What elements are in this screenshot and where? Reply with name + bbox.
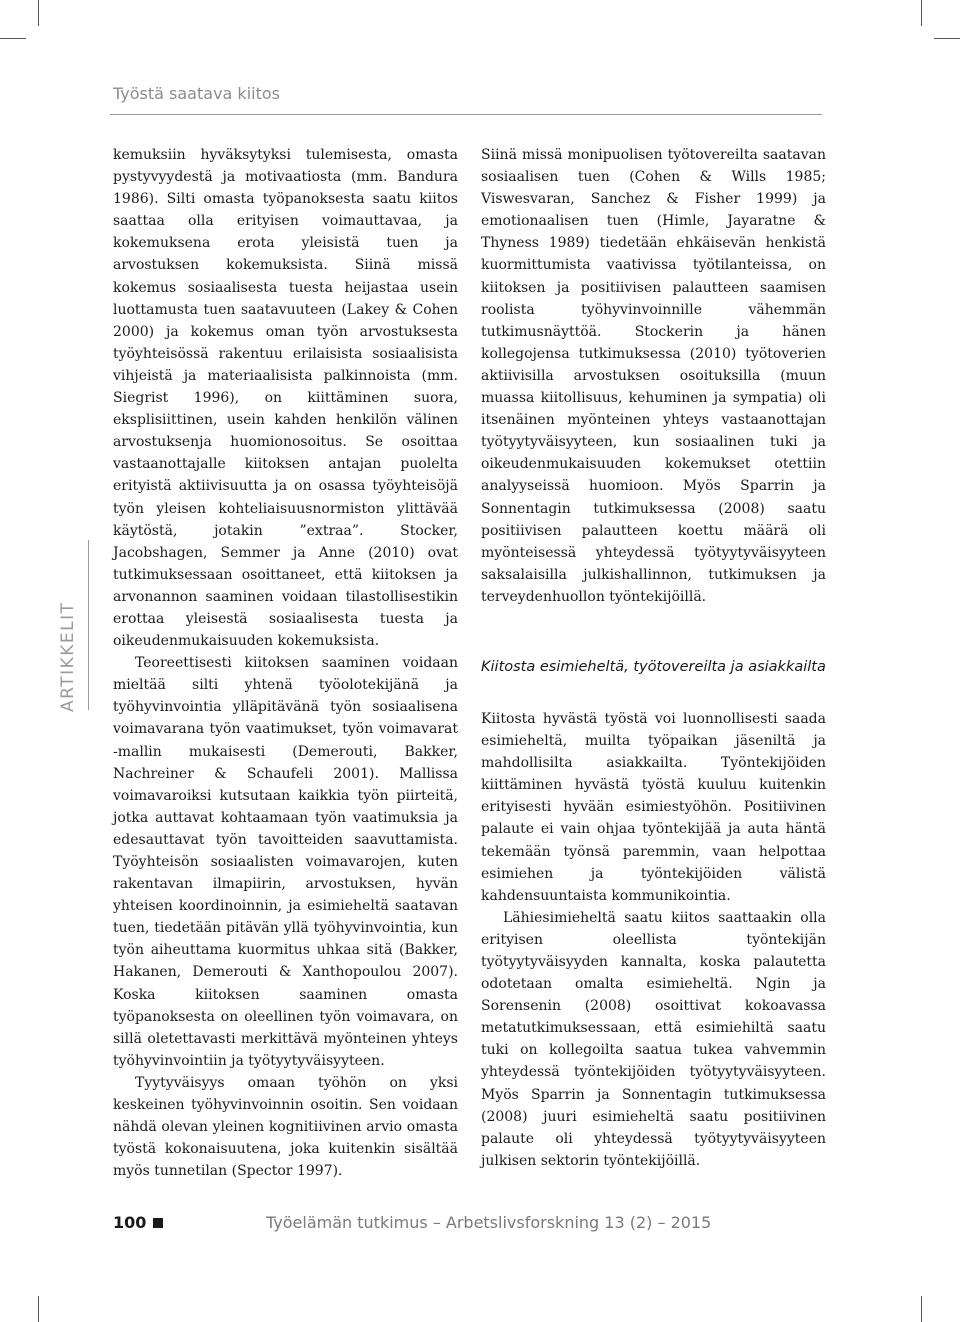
page-number: 100 [113,1213,147,1232]
paragraph: Siinä missä monipuolisen työtovereilta saatavan sosiaalisen tuen (Cohen & Wills 1985; Viswesvaran, Sanchez & Fisher 1999) ja emotionaalisen tuen (Himle, Jayaratne & Thyness 1989) tiedetään ehkäisevän henkistä kuormittumista vaativissa työtilanteissa, on kiitoksen ja positiivisen palautteen saamisen roolista työhyvinvoinnille vähemmän tutkimusnäyttöä. Stockerin ja hänen kollegojensa tutkimuksessa (2010) työtoverien aktiivisilla arvostuksen osoituksilla (muun muassa kiitollisuus, kehuminen ja sympatia) oli itsenäinen myönteinen yhteys vastaanottajan työtyytyväisyyteen, kun sosiaalinen tuki ja oikeudenmukaisuuden kokemukset otettiin analyyseissä huomioon. Myös Sparrin ja Sonnentagin tutkimuksessa (2008) saatu positiivisen palautteen koettu määrä oli myönteisessä yhteydessä työtyytyväisyyteen saksalaisilla julkishallinnon, tutkimuksen ja terveydenhuollon työntekijöillä. [481,147,826,605]
paragraph: kemuksiin hyväksytyksi tulemisesta, omasta pystyvyydestä ja motivaatiosta (mm. Bandura 1986). Silti omasta työpanoksesta saatu kiitos saattaa olla erityisen voimauttavaa, ja kokemuksena erota yleisistä tuen ja arvostuksen kokemuksista. Siinä missä kokemus sosiaalisesta tuesta heijastaa usein luottamusta tuen saatavuuteen (Lakey & Cohen 2000) ja kokemus oman työn arvostuksesta työyhteisössä rakentuu erilaisista sosiaalisista vihjeistä ja materiaalisista palkinnoista (mm. Siegrist 1996), on kiittäminen suora, eksplisiittinen, usein kahden henkilön välinen arvostuksenja huomionosoitus. Se osoittaa vastaanottajalle kiitoksen antajan puolelta erityistä aktiivisuutta ja on osassa työyhteisöjä työn yleisen kohteliaisuusnormiston ylittävää käytöstä, jotakin ”extraa”. Stocker, Jacobshagen, Semmer ja Anne (2010) ovat tutkimuksessaan osoittaneet, että kiitoksen ja arvonannon saaminen voidaan tilastollisestikin erottaa yleisestä sosiaalisesta tuesta ja oikeudenmukaisuuden kokemuksista. [113,147,458,650]
running-header: Työstä saatava kiitos [113,84,280,103]
crop-mark [921,1296,922,1322]
crop-mark [0,38,26,39]
crop-mark [934,38,960,39]
paragraph: Tyytyväisyys omaan työhön on yksi keskeinen työhyvinvoinnin osoitin. Sen voidaan nähdä olevan yleinen kognitiivinen arvio omasta työstä kokonaisuutena, joka kuitenkin sisältää myös tunnetilan (Spector 1997). [113,1074,458,1180]
paragraph: Kiitosta hyvästä työstä voi luonnollisesti saada esimieheltä, muilta työpaikan jäseniltä ja mahdollisilta asiakkailta. Työntekijöiden kiittäminen hyvästä työstä kuuluu kuitenkin erityisesti hyvään esimiestyöhön. Positiivinen palaute ei vain ohjaa työntekijää ja auta häntä tekemään työnsä paremmin, vaan helpottaa esimiehen ja työntekijöiden välistä kahdensuuntaista kommunikointia. [481,710,826,904]
left-column [113,144,458,1182]
paragraph: Lähiesimieheltä saatu kiitos saattaakin olla erityisen oleellista työntekijän työtyytyväisyyden kannalta, koska palautetta odotetaan omalta esimieheltä. Ngin ja Sorensenin (2008) osoittivat kokoavassa metatutkimuksessaan, että esimiehiltä saatu tuki on kollegoilta saatua tukea vahvemmin yhteydessä työntekijöiden työtyytyväisyyteen. Myös Sparrin ja Sonnentagin tutkimuksessa (2008) juuri esimieheltä saatu positiivinen palaute oli yhteydessä työtyytyväisyyteen julkisen sektorin työntekijöillä. [481,909,826,1169]
section-subheading: Kiitosta esimieheltä, työtovereilta ja asiakkailta [481,658,826,675]
journal-citation: Työelämän tutkimus – Arbetslivsforskning 13 (2) – 2015 [266,1213,712,1232]
right-column [481,144,826,1172]
side-divider [88,540,89,710]
crop-mark [38,0,39,26]
square-bullet-icon [153,1218,163,1228]
header-divider [110,114,822,115]
crop-mark [38,1296,39,1322]
section-side-label: ARTIKKELIT [58,601,78,712]
paragraph: Teoreettisesti kiitoksen saaminen voidaan mieltää silti yhtenä työolotekijänä ja työhyvinvointia ylläpitävänä työn sosiaalisena voimavarana työn vaatimukset, työn voimavarat -mallin mukaisesti (Demerouti, Bakker, Nachreiner & Schaufeli 2001). Mallissa voimavaroiksi kutsutaan kaikkia työn piirteitä, jotka auttavat kohtaamaan työn vaatimuksia ja edesauttavat työn tavoitteiden saavuttamista. Työyhteisön sosiaalisten voimavarojen, kuten rakentavan ilmapiirin, arvostuksen, hyvän yhteisen koordinoinnin, ja esimieheltä saatavan tuen, tiedetään pitävän yllä työhyvinvointia, kun työn aiheuttama kuormitus uhkaa sitä (Bakker, Hakanen, Demerouti & Xanthopoulou 2007). Koska kiitoksen saaminen omasta työpanoksesta on oleellinen työn voimavara, on sillä oletettavasti merkittävä myönteinen yhteys työhyvinvointiin ja työtyytyväisyyteen. [113,655,458,1069]
page-footer [113,1213,163,1232]
crop-mark [921,0,922,26]
